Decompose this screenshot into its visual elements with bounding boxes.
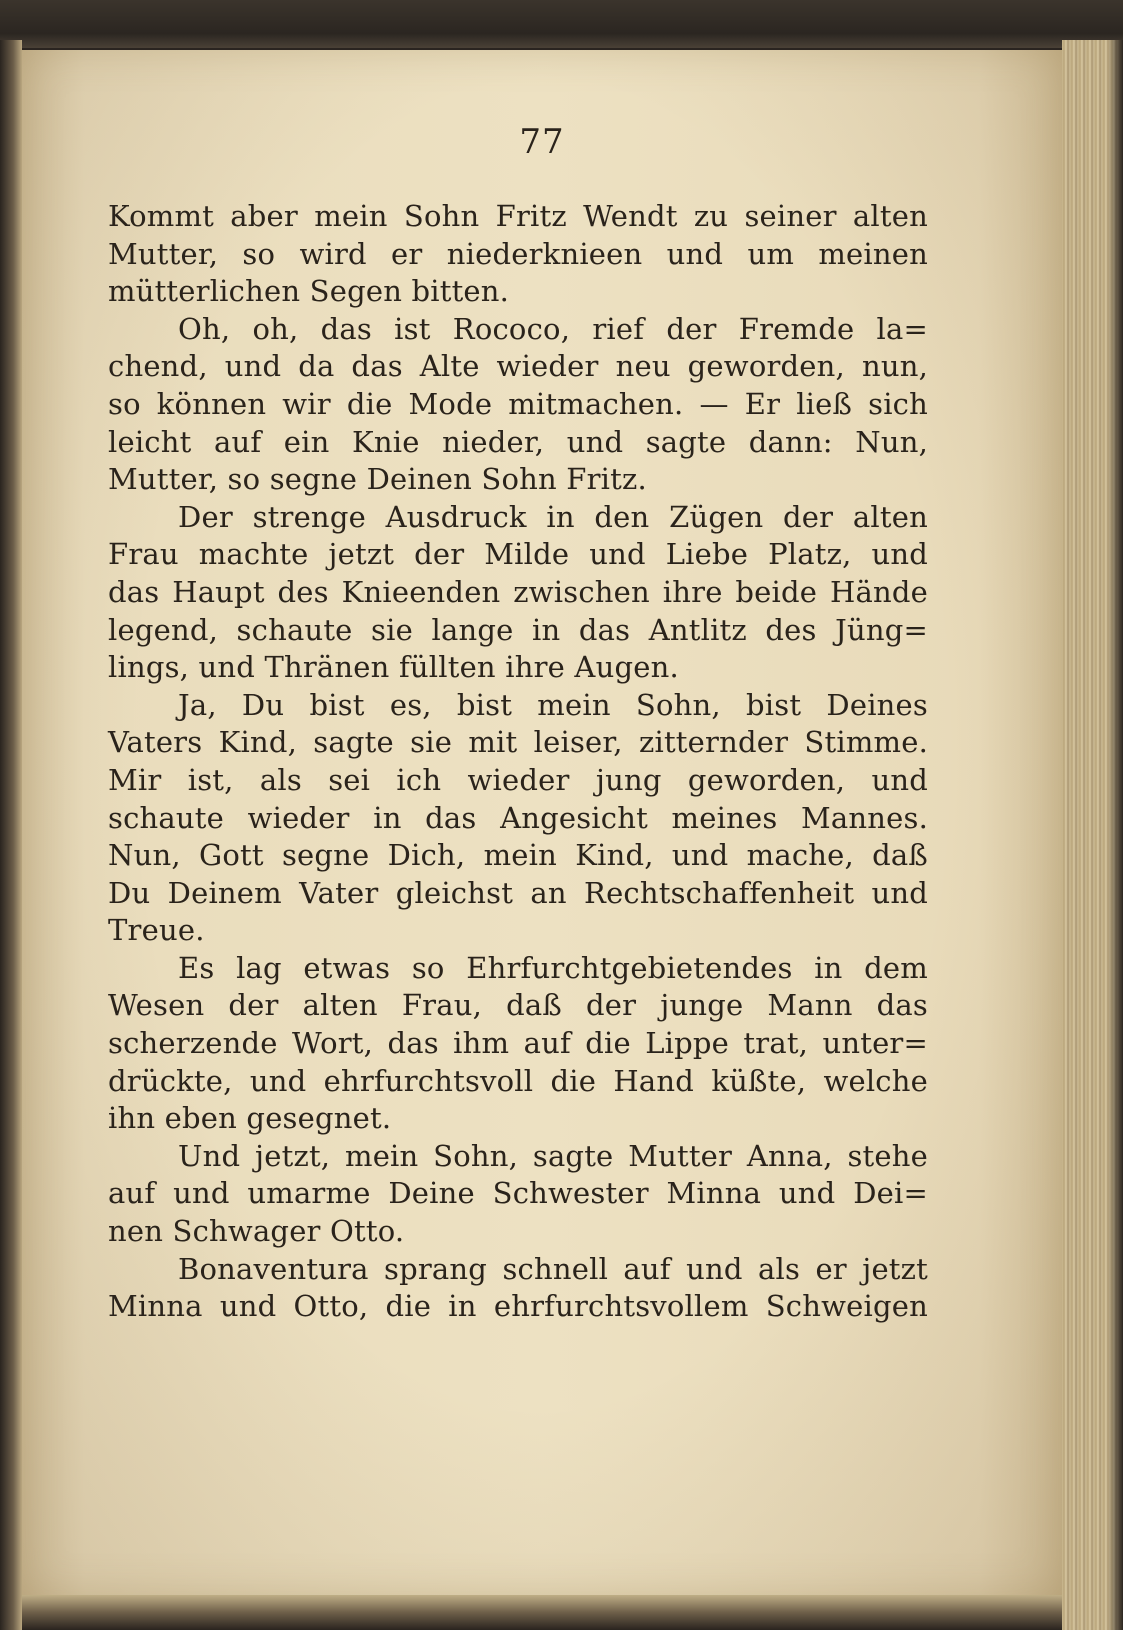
- text-line: Bonaventura sprang schnell auf und als er jetzt: [178, 1251, 928, 1286]
- text-line: Und jetzt, mein Sohn, sagte Mutter Anna, stehe: [178, 1138, 928, 1173]
- text-line: Kommt aber mein Sohn Fritz Wendt zu seiner alten: [108, 199, 928, 233]
- text-line: lings, und Thränen füllten ihre Augen.: [108, 650, 679, 685]
- text-line: Wesen der alten Frau, daß der junge Mann das: [108, 988, 928, 1023]
- text-line: Ja, Du bist es, bist mein Sohn, bist Deines: [178, 687, 928, 722]
- text-line: Mir ist, als sei ich wieder jung geworden, und: [108, 762, 928, 797]
- body-text: [108, 198, 928, 1326]
- text-line: nen Schwager Otto.: [108, 1214, 405, 1249]
- page-number: 77: [519, 122, 565, 162]
- page-stack-edge: [1062, 40, 1123, 1630]
- text-line: drückte, und ehrfurchtsvoll die Hand küßte, welche: [108, 1063, 928, 1098]
- text-line: leicht auf ein Knie nieder, und sagte dann: Nun,: [108, 424, 928, 459]
- text-line: mütterlichen Segen bitten.: [108, 274, 510, 309]
- text-line: legend, schaute sie lange in das Antlitz des Jüng=: [108, 612, 928, 647]
- text-line: Der strenge Ausdruck in den Zügen der alten: [178, 499, 928, 534]
- book-bottom-edge: [22, 1595, 1062, 1630]
- text-line: Minna und Otto, die in ehrfurchtsvollem Schweigen: [108, 1289, 928, 1324]
- text-line: Oh, oh, das ist Rococo, rief der Fremde la=: [178, 311, 928, 346]
- text-line: chend, und da das Alte wieder neu geworden, nun,: [108, 349, 928, 384]
- text-line: auf und umarme Deine Schwester Minna und Dei=: [108, 1176, 928, 1211]
- text-line: ihn eben gesegnet.: [108, 1101, 392, 1136]
- text-line: schaute wieder in das Angesicht meines Mannes.: [108, 800, 928, 835]
- text-line: Frau machte jetzt der Milde und Liebe Platz, und: [108, 537, 928, 572]
- book-page: [22, 50, 1062, 1595]
- text-line: Mutter, so segne Deinen Sohn Fritz.: [108, 462, 647, 497]
- text-line: Du Deinem Vater gleichst an Rechtschaffenheit und: [108, 875, 928, 910]
- text-line: Es lag etwas so Ehrfurchtgebietendes in dem: [178, 950, 928, 985]
- text-line: Vaters Kind, sagte sie mit leiser, zitternder Stimme.: [108, 725, 928, 760]
- text-line: so können wir die Mode mitmachen. — Er ließ sich: [108, 386, 928, 421]
- text-line: scherzende Wort, das ihm auf die Lippe trat, unter=: [108, 1026, 928, 1061]
- book-top-edge: [0, 0, 1123, 48]
- text-line: Mutter, so wird er niederknieen und um meinen: [108, 236, 928, 271]
- left-page-edge: [0, 40, 22, 1630]
- text-line: Nun, Gott segne Dich, mein Kind, und mache, daß: [108, 838, 928, 873]
- text-line: das Haupt des Knieenden zwischen ihre beide Hände: [108, 574, 928, 609]
- text-line: Treue.: [108, 913, 205, 948]
